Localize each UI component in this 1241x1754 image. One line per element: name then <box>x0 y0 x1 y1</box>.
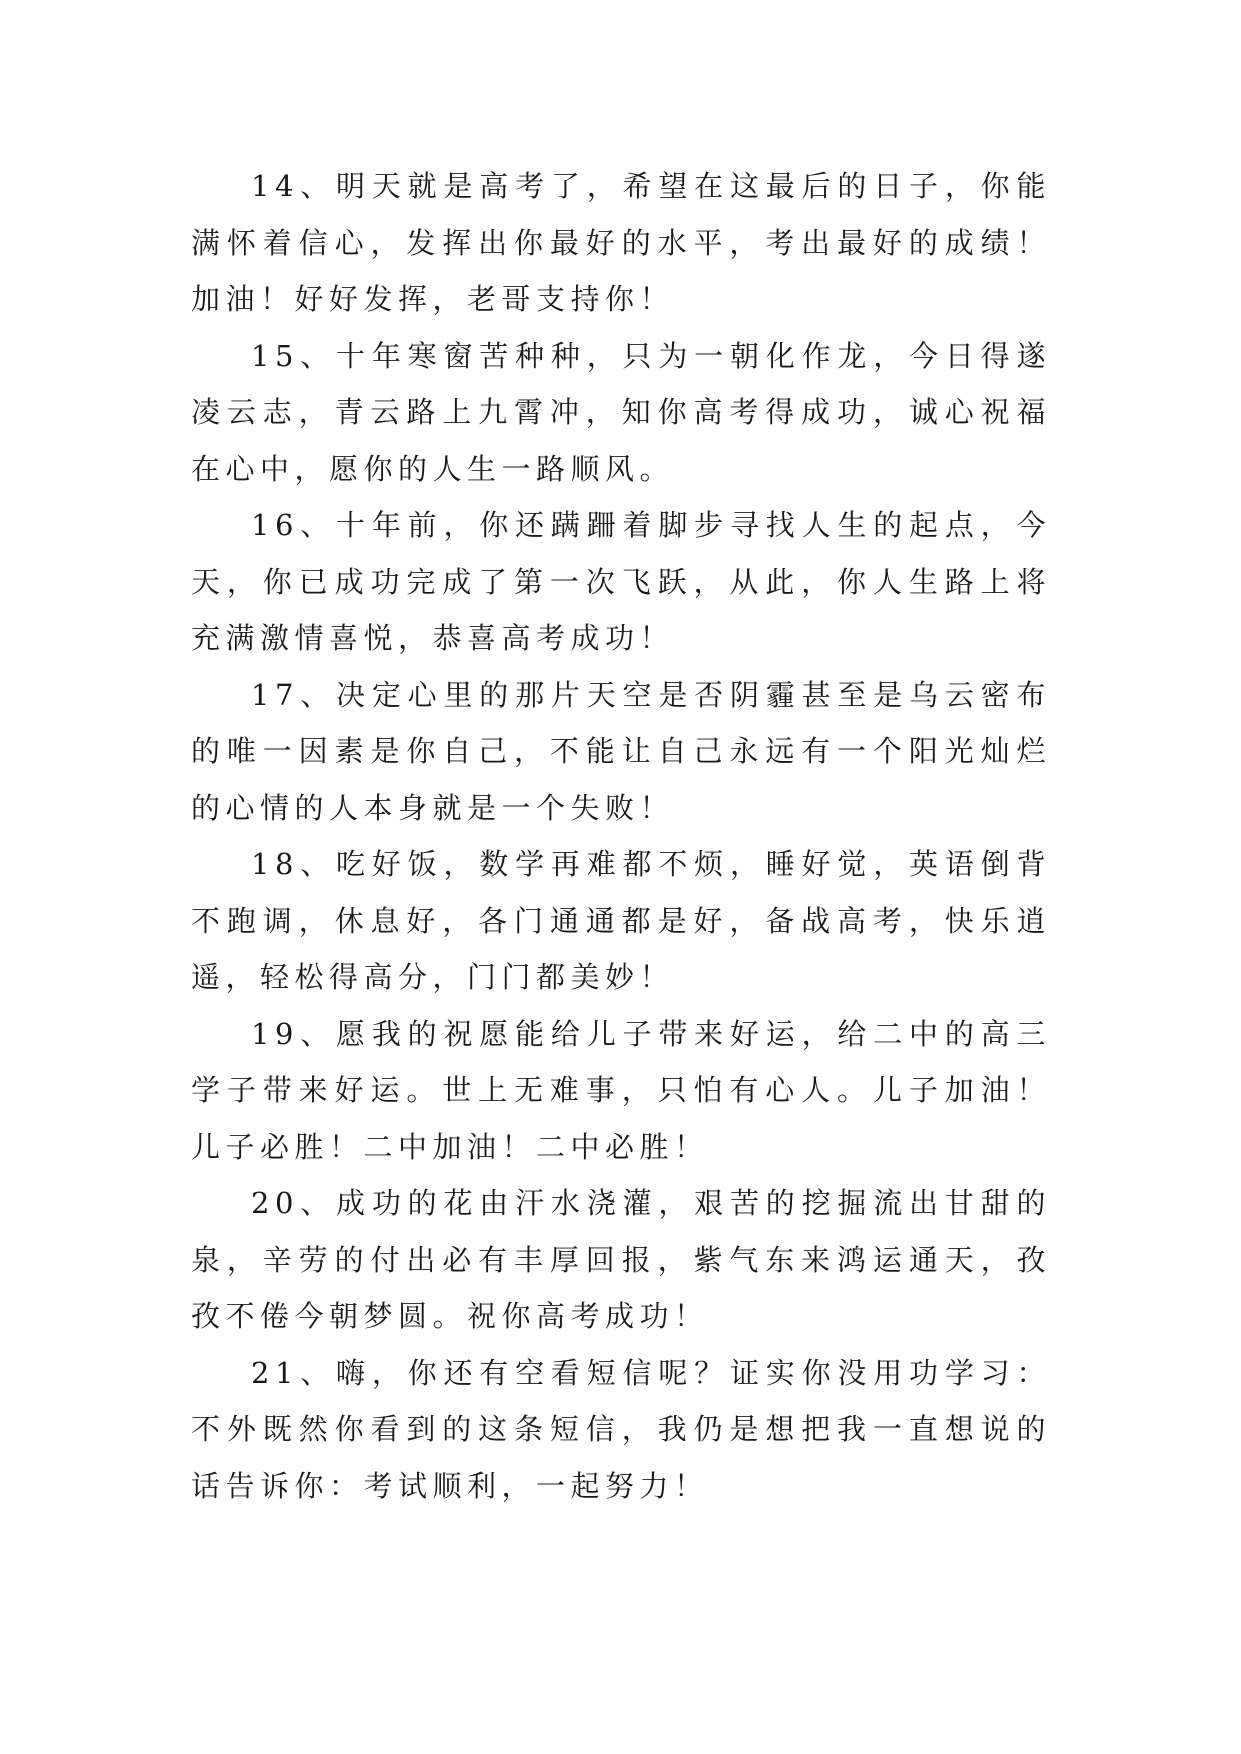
paragraph-14: 14、明天就是高考了，希望在这最后的日子，你能满怀着信心，发挥出你最好的水平，考出最好的成绩！加油！好好发挥，老哥支持你！ <box>191 169 1051 316</box>
paragraph-20: 20、成功的花由汗水浇灌，艰苦的挖掘流出甘甜的泉，辛劳的付出必有丰厚回报，紫气东来鸿运通天，孜孜不倦今朝梦圆。祝你高考成功！ <box>191 1186 1051 1333</box>
paragraph-21: 21、嗨，你还有空看短信呢？证实你没用功学习：不外既然你看到的这条短信，我仍是想把我一直想说的话告诉你：考试顺利，一起努力！ <box>191 1355 1051 1503</box>
paragraph-17: 17、决定心里的那片天空是否阴霾甚至是乌云密布的唯一因素是你自己，不能让自己永远有一个阳光灿烂的心情的人本身就是一个失败！ <box>191 677 1051 825</box>
paragraph-15: 15、十年寒窗苦种种，只为一朝化作龙，今日得遂凌云志，青云路上九霄冲，知你高考得成功，诚心祝福在心中，愿你的人生一路顺风。 <box>191 338 1051 486</box>
paragraph-18: 18、吃好饭，数学再难都不烦，睡好觉，英语倒背不跑调，休息好，各门通通都是好，备战高考，快乐逍遥，轻松得高分，门门都美妙！ <box>191 847 1051 994</box>
paragraph-19: 19、愿我的祝愿能给儿子带来好运，给二中的高三学子带来好运。世上无难事，只怕有心人。儿子加油！儿子必胜！二中加油！二中必胜！ <box>191 1016 1051 1164</box>
paragraph-16: 16、十年前，你还蹒跚着脚步寻找人生的起点，今天，你已成功完成了第一次飞跃，从此，你人生路上将充满激情喜悦，恭喜高考成功！ <box>191 508 1051 655</box>
document-body <box>191 158 1051 1514</box>
